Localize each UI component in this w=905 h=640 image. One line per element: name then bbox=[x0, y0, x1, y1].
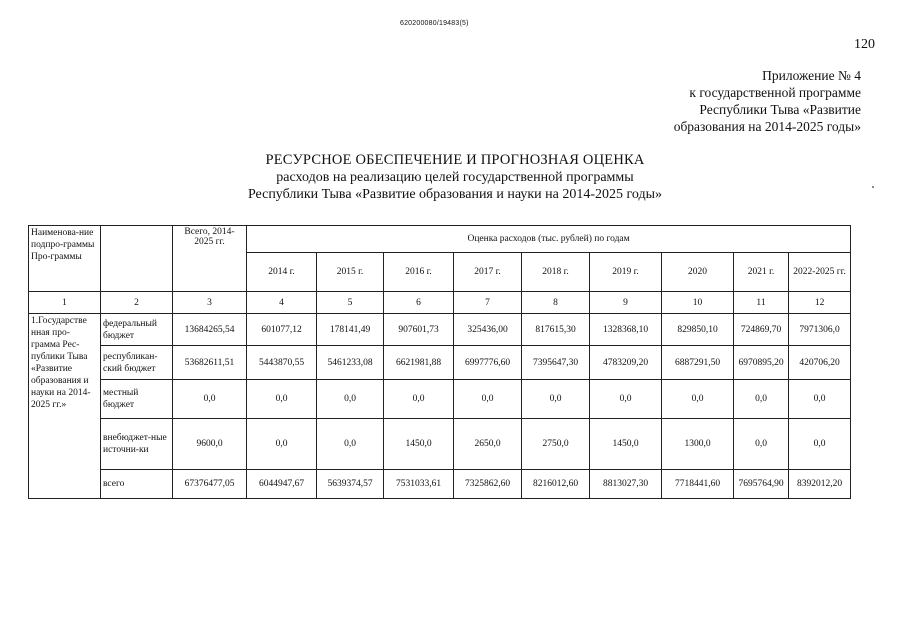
year-value: 0,0 bbox=[734, 380, 789, 419]
header-year: 2022-2025 гг. bbox=[789, 253, 851, 292]
header-year: 2021 г. bbox=[734, 253, 789, 292]
appendix-line: Приложение № 4 bbox=[762, 68, 861, 83]
year-value: 0,0 bbox=[522, 380, 590, 419]
column-number: 9 bbox=[590, 292, 662, 314]
year-value: 817615,30 bbox=[522, 314, 590, 346]
header-year: 2018 г. bbox=[522, 253, 590, 292]
year-value: 5639374,57 bbox=[317, 470, 384, 499]
year-value: 7395647,30 bbox=[522, 346, 590, 380]
column-number: 4 bbox=[247, 292, 317, 314]
appendix-note bbox=[601, 67, 861, 135]
table-row bbox=[29, 346, 851, 380]
year-value: 6970895,20 bbox=[734, 346, 789, 380]
row-total: 0,0 bbox=[173, 380, 247, 419]
title-line: расходов на реализацию целей государственной программы bbox=[276, 170, 634, 185]
header-years-group: Оценка расходов (тыс. рублей) по годам bbox=[247, 226, 851, 253]
funding-source: внебюджет-ные источни-ки bbox=[101, 419, 173, 470]
year-value: 0,0 bbox=[247, 419, 317, 470]
year-value: 420706,20 bbox=[789, 346, 851, 380]
table-header-row bbox=[29, 226, 851, 253]
funding-source: республикан-ский бюджет bbox=[101, 346, 173, 380]
year-value: 0,0 bbox=[384, 380, 454, 419]
year-value: 0,0 bbox=[317, 380, 384, 419]
year-value: 1328368,10 bbox=[590, 314, 662, 346]
column-number: 6 bbox=[384, 292, 454, 314]
funding-source: всего bbox=[101, 470, 173, 499]
year-value: 8392012,20 bbox=[789, 470, 851, 499]
year-value: 829850,10 bbox=[662, 314, 734, 346]
year-value: 7718441,60 bbox=[662, 470, 734, 499]
year-value: 2650,0 bbox=[454, 419, 522, 470]
year-value: 0,0 bbox=[590, 380, 662, 419]
column-numbers-row bbox=[29, 292, 851, 314]
year-value: 325436,00 bbox=[454, 314, 522, 346]
table-row bbox=[29, 314, 851, 346]
row-total: 9600,0 bbox=[173, 419, 247, 470]
header-year: 2016 г. bbox=[384, 253, 454, 292]
budget-table bbox=[28, 225, 851, 499]
year-value: 0,0 bbox=[734, 419, 789, 470]
title-line: РЕСУРСНОЕ ОБЕСПЕЧЕНИЕ И ПРОГНОЗНАЯ ОЦЕНКА bbox=[265, 152, 645, 168]
column-number: 10 bbox=[662, 292, 734, 314]
year-value: 7971306,0 bbox=[789, 314, 851, 346]
row-total: 53682611,51 bbox=[173, 346, 247, 380]
year-value: 6997776,60 bbox=[454, 346, 522, 380]
table-row bbox=[29, 380, 851, 419]
table-row bbox=[29, 419, 851, 470]
year-value: 907601,73 bbox=[384, 314, 454, 346]
header-year: 2020 bbox=[662, 253, 734, 292]
year-value: 7531033,61 bbox=[384, 470, 454, 499]
year-value: 1300,0 bbox=[662, 419, 734, 470]
year-value: 1450,0 bbox=[384, 419, 454, 470]
appendix-line: Республики Тыва «Развитие bbox=[699, 102, 861, 117]
scan-speck bbox=[872, 186, 874, 188]
row-total: 13684265,54 bbox=[173, 314, 247, 346]
header-year: 2017 г. bbox=[454, 253, 522, 292]
appendix-line: к государственной программе bbox=[689, 85, 861, 100]
year-value: 8813027,30 bbox=[590, 470, 662, 499]
column-number: 2 bbox=[101, 292, 173, 314]
header-year: 2015 г. bbox=[317, 253, 384, 292]
year-value: 4783209,20 bbox=[590, 346, 662, 380]
year-value: 1450,0 bbox=[590, 419, 662, 470]
appendix-line: образования на 2014-2025 годы» bbox=[673, 119, 861, 134]
document-title bbox=[195, 152, 715, 203]
header-source bbox=[101, 226, 173, 292]
column-number: 12 bbox=[789, 292, 851, 314]
year-value: 2750,0 bbox=[522, 419, 590, 470]
funding-source: федеральный бюджет bbox=[101, 314, 173, 346]
year-value: 724869,70 bbox=[734, 314, 789, 346]
year-value: 0,0 bbox=[454, 380, 522, 419]
document-code: 620200080/19483(5) bbox=[400, 20, 469, 27]
year-value: 0,0 bbox=[789, 419, 851, 470]
program-name-cell: 1.Государстве нная про-грамма Рес-публики Тыва «Развитие образования и науки на 2014-2025 гг.» bbox=[29, 314, 101, 499]
year-value: 0,0 bbox=[317, 419, 384, 470]
column-number: 3 bbox=[173, 292, 247, 314]
column-number: 1 bbox=[29, 292, 101, 314]
year-value: 5461233,08 bbox=[317, 346, 384, 380]
year-value: 6044947,67 bbox=[247, 470, 317, 499]
year-value: 0,0 bbox=[789, 380, 851, 419]
row-total: 67376477,05 bbox=[173, 470, 247, 499]
year-value: 6887291,50 bbox=[662, 346, 734, 380]
title-line: Республики Тыва «Развитие образования и науки на 2014-2025 годы» bbox=[247, 187, 663, 202]
year-value: 5443870,55 bbox=[247, 346, 317, 380]
header-program-name: Наименова-ние подпро-граммы Про-граммы bbox=[29, 226, 101, 292]
year-value: 0,0 bbox=[247, 380, 317, 419]
year-value: 8216012,60 bbox=[522, 470, 590, 499]
column-number: 7 bbox=[454, 292, 522, 314]
header-total: Всего, 2014-2025 гг. bbox=[173, 226, 247, 292]
column-number: 11 bbox=[734, 292, 789, 314]
year-value: 178141,49 bbox=[317, 314, 384, 346]
year-value: 6621981,88 bbox=[384, 346, 454, 380]
header-year: 2019 г. bbox=[590, 253, 662, 292]
year-value: 7695764,90 bbox=[734, 470, 789, 499]
year-value: 0,0 bbox=[662, 380, 734, 419]
year-value: 601077,12 bbox=[247, 314, 317, 346]
funding-source: местный бюджет bbox=[101, 380, 173, 419]
table-row-total bbox=[29, 470, 851, 499]
column-number: 5 bbox=[317, 292, 384, 314]
header-year: 2014 г. bbox=[247, 253, 317, 292]
column-number: 8 bbox=[522, 292, 590, 314]
page-number: 120 bbox=[854, 37, 875, 52]
year-value: 7325862,60 bbox=[454, 470, 522, 499]
